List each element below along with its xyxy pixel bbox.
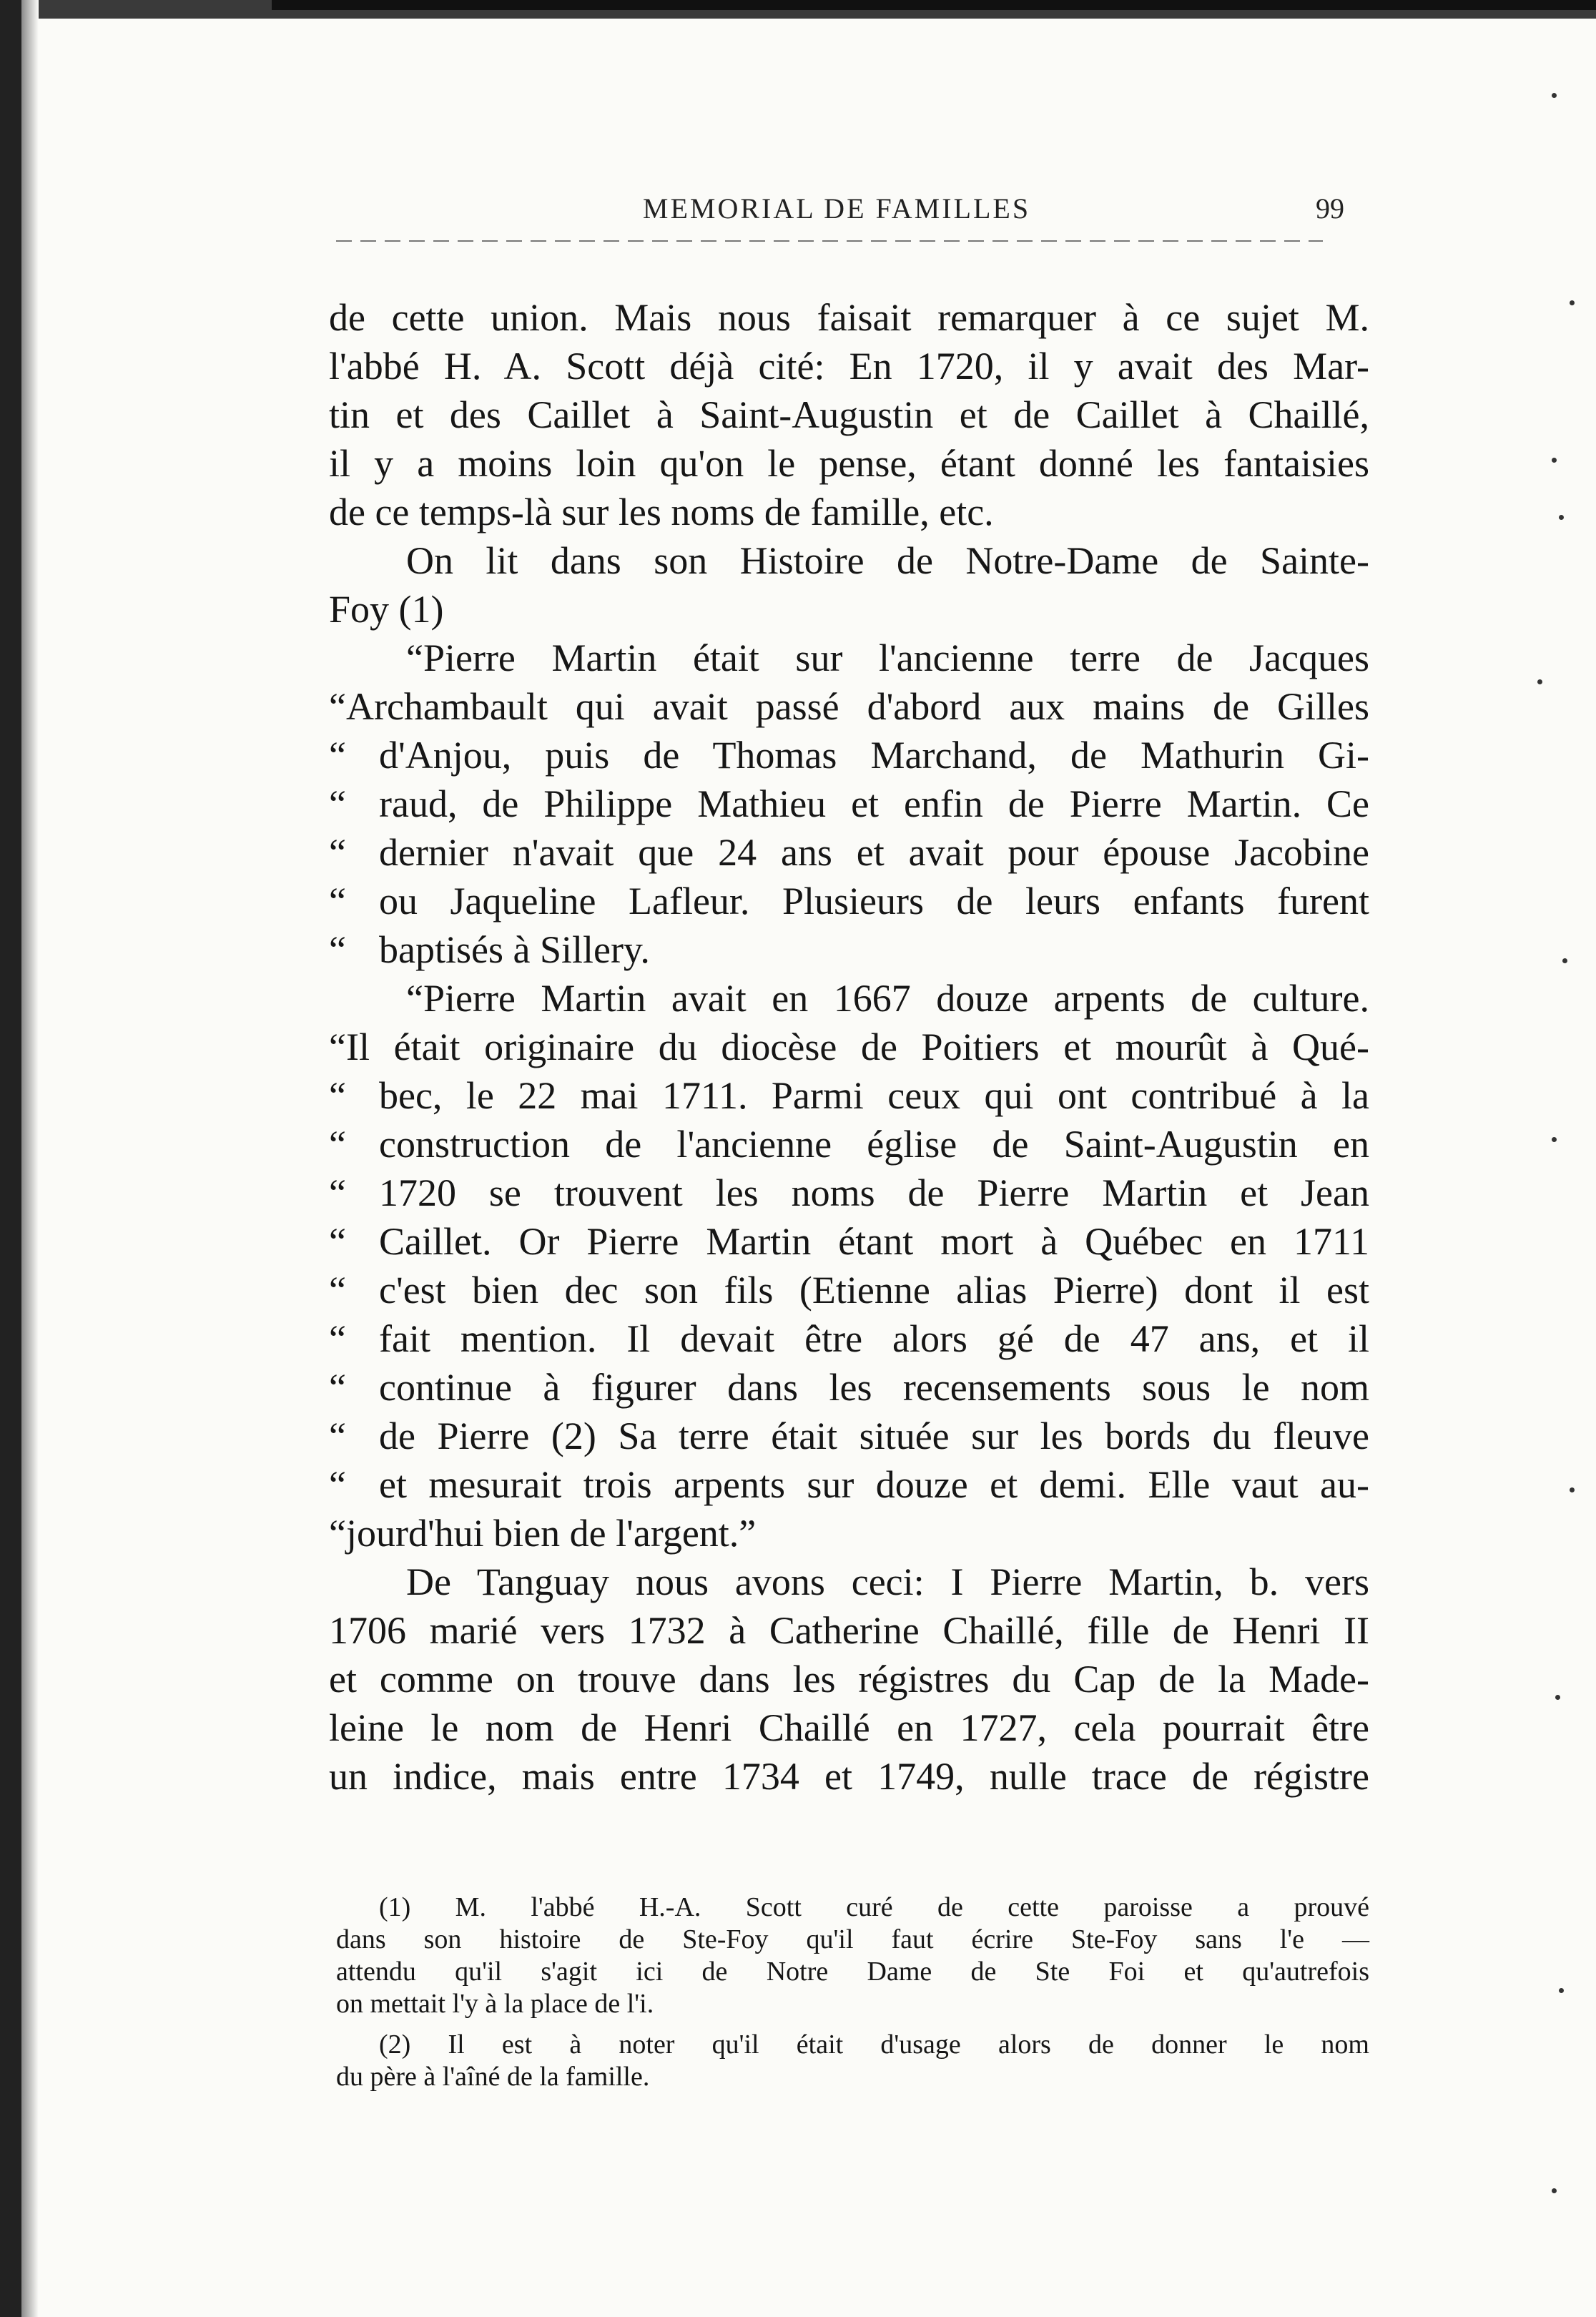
body-text	[329, 293, 1369, 1801]
text-line: On lit dans son Histoire de Notre-Dame de Sainte-	[406, 539, 1369, 582]
quoted-line	[329, 1120, 1369, 1169]
text-line: l'abbé H. A. Scott déjà cité: En 1720, il y avait des Mar-	[329, 345, 1369, 388]
quoted-line	[329, 1169, 1369, 1217]
page-number: 99	[1316, 192, 1344, 225]
quoted-line	[329, 1217, 1369, 1266]
text-line: baptisés à Sillery.	[379, 928, 650, 971]
footnote-line: du père à l'aîné de la famille.	[336, 2062, 650, 2092]
quote-mark: “	[329, 782, 346, 825]
quote-mark: “	[329, 1366, 346, 1409]
quoted-line	[329, 877, 1369, 925]
text-line: Caillet. Or Pierre Martin étant mort à Québec en 1711	[379, 1220, 1369, 1263]
text-line: de cette union. Mais nous faisait remarquer à ce sujet M.	[329, 296, 1369, 339]
text-line: c'est bien dec son fils (Etienne alias Pierre) dont il est	[379, 1269, 1369, 1312]
quoted-line	[329, 1314, 1369, 1363]
quoted-line	[329, 731, 1369, 779]
text-line: construction de l'ancienne église de Saint-Augustin en	[379, 1123, 1369, 1166]
text-line: 1720 se trouvent les noms de Pierre Martin et Jean	[379, 1171, 1369, 1214]
text-line: “jourd'hui bien de l'argent.”	[329, 1512, 757, 1555]
text-line: ou Jaqueline Lafleur. Plusieurs de leurs enfants furent	[379, 880, 1369, 923]
quote-mark: “	[329, 1463, 346, 1506]
quoted-line	[329, 1266, 1369, 1314]
text-line: il y a moins loin qu'on le pense, étant donné les fantaisies	[329, 442, 1369, 485]
quoted-line	[329, 1412, 1369, 1460]
footnotes	[336, 1892, 1369, 2093]
text-line: continue à figurer dans les recensements sous le nom	[379, 1366, 1369, 1409]
quoted-line	[329, 1460, 1369, 1509]
quote-mark: “	[329, 831, 346, 874]
footnote-line: on mettait l'y à la place de l'i.	[336, 1989, 654, 2019]
quote-mark: “	[329, 1171, 346, 1214]
text-line: fait mention. Il devait être alors gé de 47 ans, et il	[379, 1317, 1369, 1360]
header-rule	[336, 240, 1323, 242]
text-line: et comme on trouve dans les régistres du Cap de la Made-	[329, 1658, 1369, 1701]
quoted-line	[329, 1363, 1369, 1412]
text-line: tin et des Caillet à Saint-Augustin et de Caillet à Chaillé,	[329, 393, 1369, 436]
text-line: 1706 marié vers 1732 à Catherine Chaillé, fille de Henri II	[329, 1609, 1369, 1652]
quote-mark: “	[329, 1317, 346, 1360]
text-line: “Il était originaire du diocèse de Poitiers et mourût à Qué-	[329, 1025, 1369, 1068]
text-line: raud, de Philippe Mathieu et enfin de Pierre Martin. Ce	[379, 782, 1369, 825]
text-line: bec, le 22 mai 1711. Parmi ceux qui ont contribué à la	[379, 1074, 1369, 1117]
footnote-line: (2) Il est à noter qu'il était d'usage alors de donner le nom	[379, 2030, 1369, 2060]
text-line: leine le nom de Henri Chaillé en 1727, cela pourrait être	[329, 1706, 1369, 1749]
text-line: De Tanguay nous avons ceci: I Pierre Martin, b. vers	[406, 1560, 1369, 1603]
running-head: MEMORIAL DE FAMILLES	[642, 192, 1031, 225]
quote-mark: “	[329, 1415, 346, 1457]
quoted-line	[329, 828, 1369, 877]
text-line: et mesurait trois arpents sur douze et demi. Elle vaut au-	[379, 1463, 1369, 1506]
footnote-line: (1) M. l'abbé H.-A. Scott curé de cette paroisse a prouvé	[379, 1892, 1369, 1922]
text-line: de Pierre (2) Sa terre était située sur les bords du fleuve	[379, 1415, 1369, 1457]
quote-mark: “	[329, 1123, 346, 1166]
quote-mark: “	[329, 734, 346, 777]
quoted-line	[329, 1071, 1369, 1120]
footnote-line: attendu qu'il s'agit ici de Notre Dame de Ste Foi et qu'autrefois	[336, 1957, 1369, 1987]
text-line: de ce temps-là sur les noms de famille, etc.	[329, 491, 994, 533]
text-line: Foy (1)	[329, 588, 444, 631]
quoted-line	[329, 925, 1369, 974]
text-line: d'Anjou, puis de Thomas Marchand, de Mathurin Gi-	[379, 734, 1369, 777]
footnote-line: dans son histoire de Ste-Foy qu'il faut écrire Ste-Foy sans l'e —	[336, 1924, 1369, 1954]
quoted-line	[329, 779, 1369, 828]
text-line: “Pierre Martin avait en 1667 douze arpents de culture.	[406, 977, 1369, 1020]
text-line: “Pierre Martin était sur l'ancienne terre de Jacques	[406, 636, 1369, 679]
quote-mark: “	[329, 928, 346, 971]
text-line: dernier n'avait que 24 ans et avait pour épouse Jacobine	[379, 831, 1369, 874]
text-line: un indice, mais entre 1734 et 1749, nulle trace de régistre	[329, 1755, 1369, 1798]
quote-mark: “	[329, 1269, 346, 1312]
quote-mark: “	[329, 880, 346, 923]
quote-mark: “	[329, 1074, 346, 1117]
text-line: “Archambault qui avait passé d'abord aux mains de Gilles	[329, 685, 1369, 728]
quote-mark: “	[329, 1220, 346, 1263]
